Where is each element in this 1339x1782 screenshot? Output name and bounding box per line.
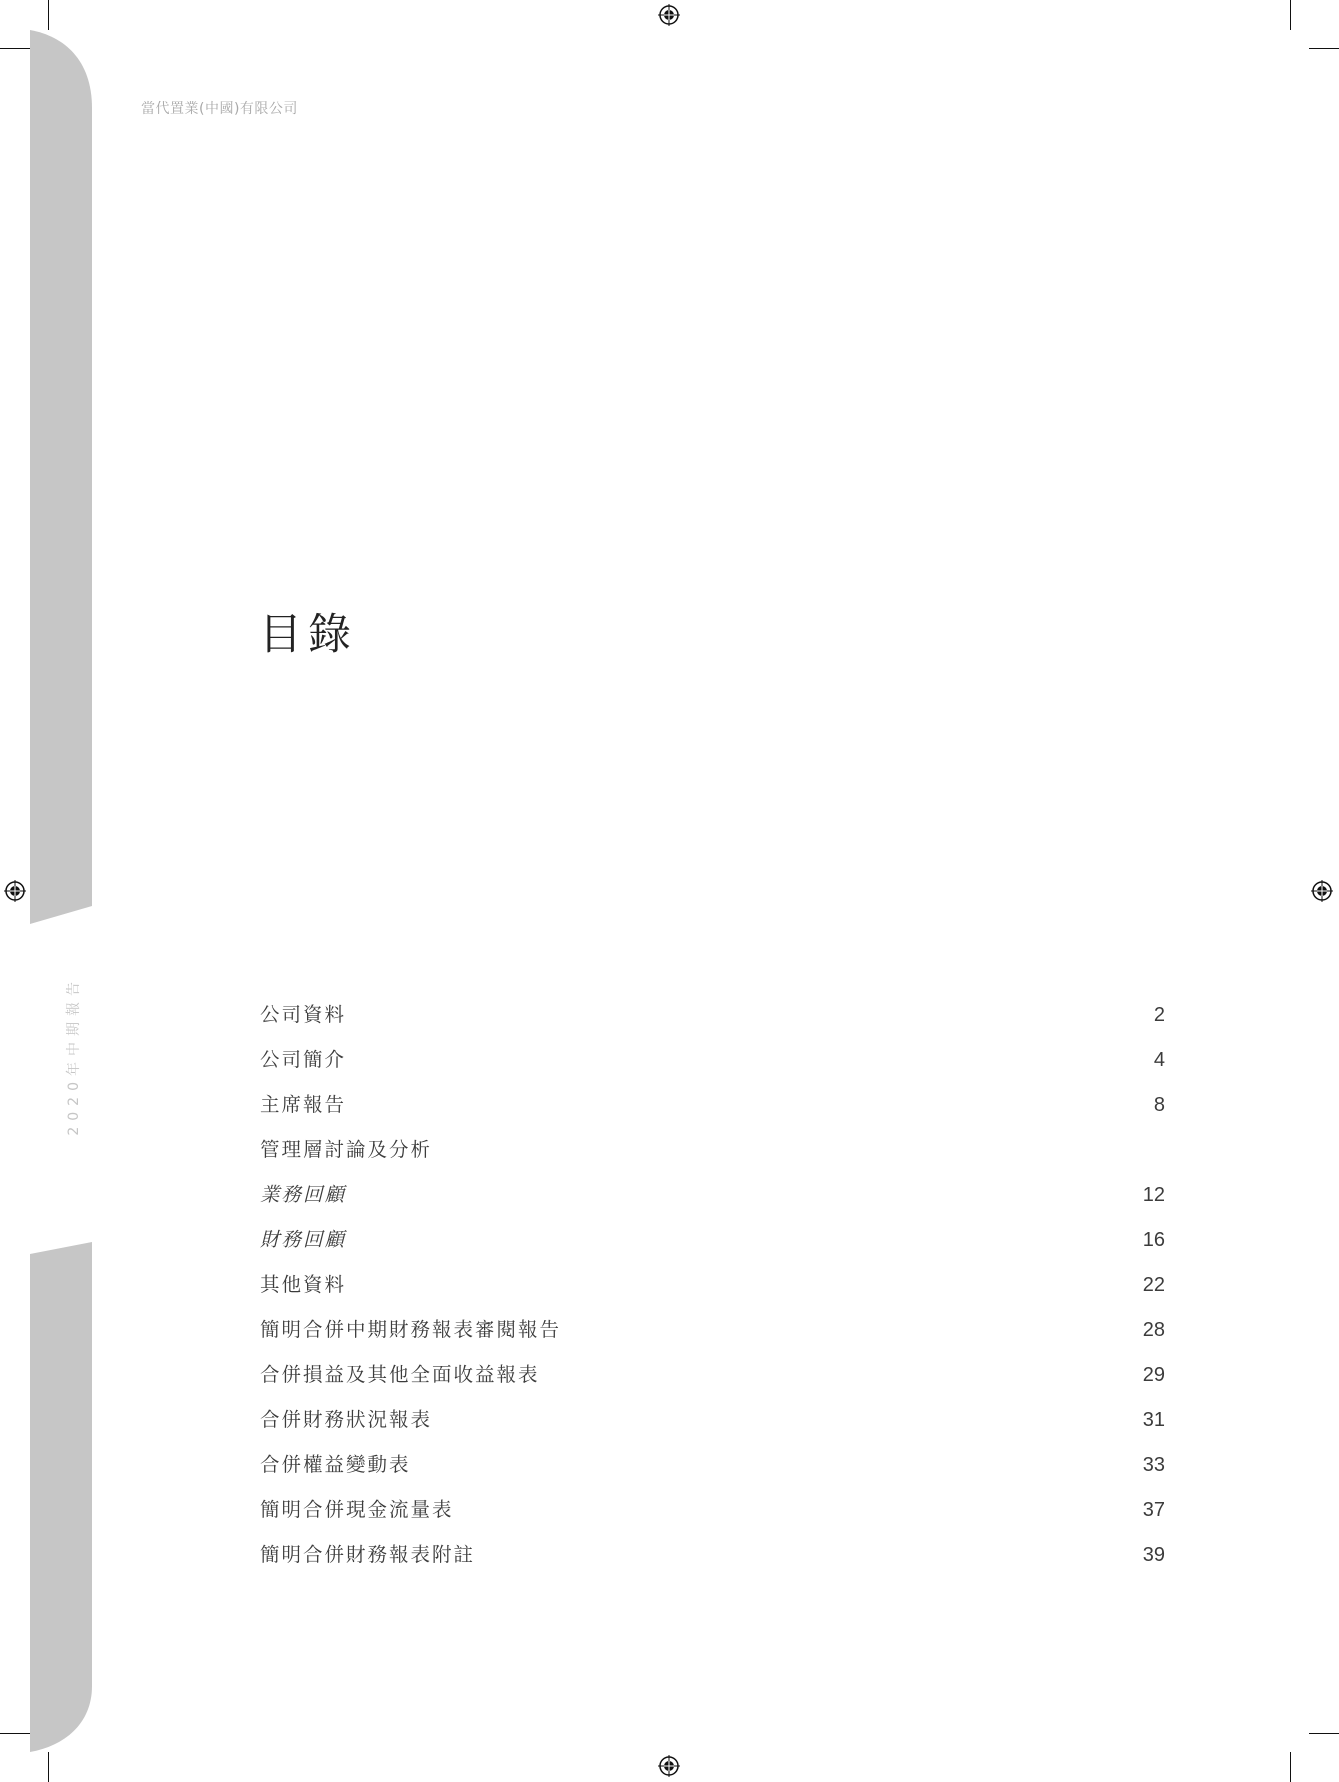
crop-mark: [48, 1752, 49, 1782]
toc-entry[interactable]: [260, 1446, 1165, 1491]
toc-entry-title: 公司簡介: [260, 1048, 347, 1071]
toc-entry-page: 37: [1142, 1499, 1165, 1521]
crop-mark: [1290, 0, 1291, 30]
toc-entry-page: 16: [1142, 1229, 1165, 1251]
toc-entry-title: 其他資料: [260, 1273, 347, 1296]
registration-mark-icon: [4, 880, 26, 902]
crop-mark: [48, 0, 49, 30]
toc-entry-title: 合併權益變動表: [260, 1453, 411, 1476]
toc-entry-title: 財務回顧: [260, 1228, 347, 1251]
toc-entry-title: 合併財務狀況報表: [260, 1408, 433, 1431]
toc-entry[interactable]: [260, 1086, 1165, 1131]
crop-mark: [0, 48, 30, 49]
registration-mark-icon: [658, 1755, 680, 1777]
toc-entry-page: 33: [1142, 1454, 1165, 1476]
toc-entry-page: 39: [1142, 1544, 1165, 1566]
registration-mark-icon: [658, 4, 680, 26]
crop-mark: [1309, 1733, 1339, 1734]
toc-entry[interactable]: [260, 1131, 1165, 1176]
toc-title: 目錄: [259, 609, 357, 660]
crop-mark: [1309, 48, 1339, 49]
toc-entry[interactable]: [260, 1311, 1165, 1356]
toc-entry[interactable]: [260, 1041, 1165, 1086]
toc-entry[interactable]: [260, 1356, 1165, 1401]
toc-entry-page: 31: [1142, 1409, 1165, 1431]
toc-entry[interactable]: [260, 1401, 1165, 1446]
toc-entry[interactable]: [260, 1176, 1165, 1221]
toc-entry-title: 公司資料: [260, 1003, 347, 1026]
toc-entry[interactable]: [260, 1266, 1165, 1311]
toc-entry-page: 12: [1142, 1184, 1165, 1206]
toc-entry-title: 合併損益及其他全面收益報表: [260, 1363, 540, 1386]
registration-mark-icon: [1311, 880, 1333, 902]
toc-entry-page: 28: [1142, 1319, 1165, 1341]
crop-mark: [0, 1733, 30, 1734]
toc-entry[interactable]: [260, 1221, 1165, 1266]
side-label: 2020年中期報告: [66, 976, 82, 1136]
toc-entry-title: 簡明合併中期財務報表審閱報告: [260, 1318, 562, 1341]
toc-entry-title: 管理層討論及分析: [260, 1138, 433, 1161]
toc-entry-page: 4: [1153, 1049, 1165, 1071]
toc-entry[interactable]: [260, 1491, 1165, 1536]
toc-entry-page: 8: [1153, 1094, 1165, 1116]
company-name: 當代置業(中國)有限公司: [141, 101, 298, 117]
toc-entry-title: 簡明合併現金流量表: [260, 1498, 454, 1521]
toc-entry-page: 22: [1142, 1274, 1165, 1296]
toc-entry[interactable]: [260, 996, 1165, 1041]
toc-entry[interactable]: [260, 1536, 1165, 1581]
toc-list: [260, 996, 1165, 1581]
toc-entry-page: 29: [1142, 1364, 1165, 1386]
toc-entry-title: 業務回顧: [260, 1183, 347, 1206]
crop-mark: [1290, 1752, 1291, 1782]
toc-entry-title: 簡明合併財務報表附註: [260, 1543, 476, 1566]
toc-entry-page: 2: [1153, 1004, 1165, 1026]
side-tab: [30, 30, 92, 1752]
toc-entry-title: 主席報告: [260, 1093, 347, 1116]
